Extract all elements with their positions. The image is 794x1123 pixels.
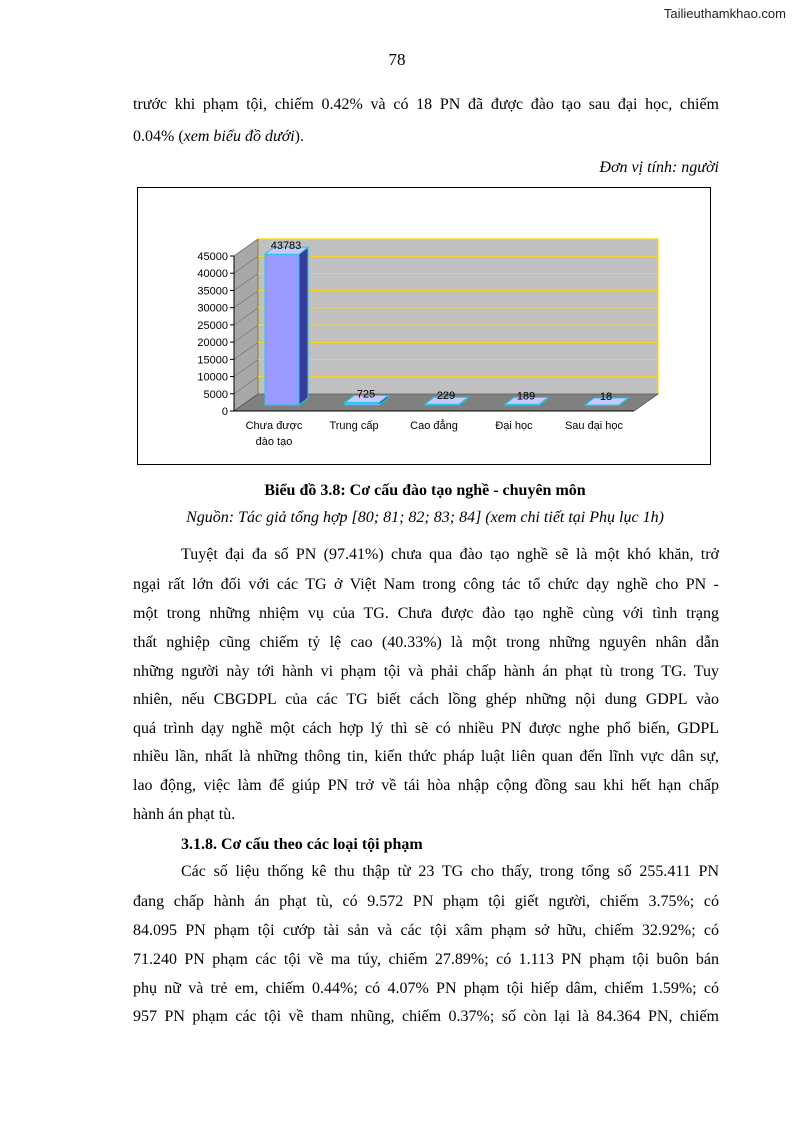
chart-source: Nguồn: Tác giả tổng hợp [80; 81; 82; 83; 84] (xem chi tiết tại Phụ lục 1h) [186,509,664,526]
unit-note: Đơn vị tính: người [599,159,719,176]
x-tick-label: Đại học [495,420,533,432]
intro-line-2-end: ). [294,128,304,145]
paragraph-1-line: một trong những nhiệm vụ của TG. Chưa được đào tạo nghề cùng với tình trạng [133,605,719,622]
page-number: 78 [388,50,406,69]
y-tick-label: 45000 [197,251,228,263]
paragraph-1-line: quá trình dạy nghề một cách hợp lý thì sẽ có nhiều PN được nghe phổ biến, GDPL [133,720,719,737]
intro-line-1: trước khi phạm tội, chiếm 0.42% và có 18 PN đã được đào tạo sau đại học, chiếm [133,96,719,113]
y-tick-label: 10000 [197,371,228,384]
data-label: 43783 [270,240,302,253]
paragraph-2-line: đang chấp hành án phạt tù, có 9.572 PN phạm tội giết người, chiếm 3.75%; có [133,893,719,910]
bar-chart [138,188,710,464]
chart-back-wall [258,239,658,394]
y-tick-label: 40000 [197,268,228,281]
paragraph-2-line: phụ nữ và trẻ em, chiếm 0.44%; có 4.07% PN phạm tội hiếp dâm, chiếm 1.59%; có [133,980,719,997]
data-label: 229 [436,390,456,403]
bar-side [299,247,308,405]
x-tick-label: Cao đẳng [410,420,458,432]
paragraph-2-line: Các số liệu thống kê thu thập từ 23 TG cho thấy, trong tổng số 255.411 PN [181,863,719,880]
intro-line-2-text: 0.04% ( [133,128,184,145]
chart-caption: Biểu đồ 3.8: Cơ cấu đào tạo nghề - chuyên môn [264,482,586,499]
paragraph-2-line: 71.240 PN phạm các tội về ma túy, chiếm 27.89%; có 1.113 PN phạm tội buôn bán [133,951,719,968]
chart-frame [137,187,711,465]
x-tick-label: Sau đại học [564,420,624,432]
intro-italic-ref: xem biểu đồ dưới [183,128,295,145]
data-label: 18 [599,390,613,403]
section-heading: 3.1.8. Cơ cấu theo các loại tội phạm [181,836,423,853]
paragraph-1-line: thất nghiệp cũng chiếm tỷ lệ cao (40.33%) là một trong những nguyên nhân dẫn [133,634,719,651]
y-tick-label: 20000 [197,337,228,350]
data-label: 725 [356,388,376,401]
paragraph-1-line: những người này tới hành vi phạm tội và phải chấp hành án phạt tù trong TG. Tuy [133,663,719,680]
paragraph-1-line: ngại rất lớn đối với các TG ở Việt Nam trong công tác tổ chức dạy nghề cho PN - [133,576,719,593]
paragraph-1-line: nhiên, nếu CBGDPL của các TG biết cách lồng ghép những nội dung GDPL vào [133,691,719,708]
y-tick-label: 35000 [197,285,228,298]
y-tick-label: 0 [221,406,228,418]
paragraph-2-line: 84.095 PN phạm tội cướp tài sản và các tội xâm phạm sở hữu, chiếm 32.92%; có [133,922,719,939]
paragraph-1-line: Tuyệt đại đa số PN (97.41%) chưa qua đào tạo nghề sẽ là một khó khăn, trở [181,546,719,563]
x-tick-label: Chưa được [245,420,303,432]
y-tick-label: 15000 [197,354,228,367]
paragraph-1-line: hành án phạt tù. [133,806,236,823]
data-label: 189 [516,390,536,403]
x-tick-label: Trung cấp [329,420,379,432]
paragraph-1-line: nhiều lần, nhất là những thông tin, kiến thức pháp luật liên quan đến lĩnh vực dân sự, [133,748,719,765]
bar [265,254,299,405]
y-tick-label: 25000 [197,319,228,332]
watermark: Tailieuthamkhao.com [663,6,786,21]
intro-line-2 [133,127,719,147]
x-tick-label: đào tạo [255,436,293,448]
paragraph-2-line: 957 PN phạm các tội về tham nhũng, chiếm 0.37%; số còn lại là 84.364 PN, chiếm [133,1008,719,1025]
paragraph-1-line: lao động, việc làm để giúp PN trở về tái hòa nhập cộng đồng sau khi hết hạn chấp [133,777,719,794]
y-tick-label: 30000 [197,302,228,315]
y-tick-label: 5000 [203,388,228,401]
